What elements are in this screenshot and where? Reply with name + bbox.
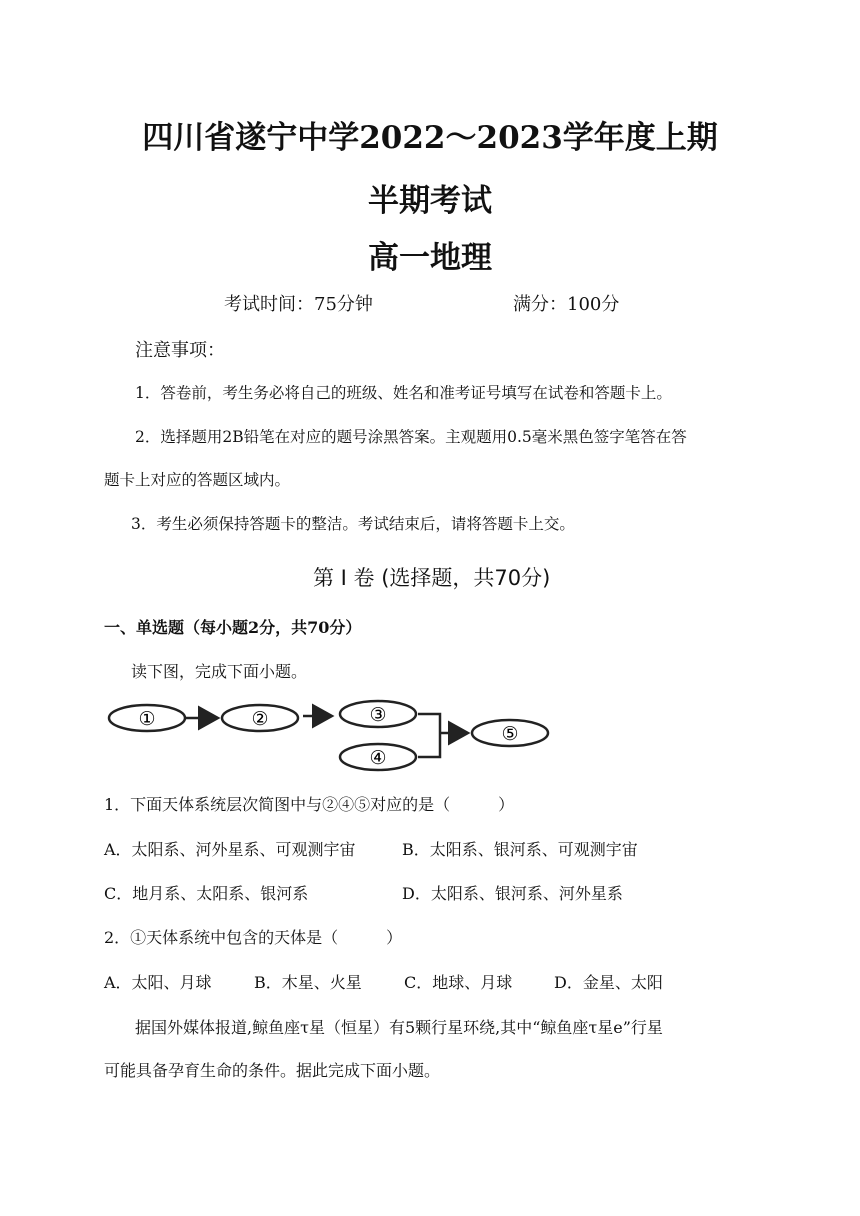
diagram-intro: 读下图，完成下面小题。	[131, 662, 308, 681]
diagram-node-2	[222, 705, 298, 731]
question-2-option-c: C．地球、月球	[404, 973, 513, 992]
notice-item-2-cont: 题卡上对应的答题区域内。	[104, 471, 291, 489]
celestial-system-diagram	[100, 695, 560, 777]
diagram-node-1-label: ①	[138, 708, 156, 730]
notice-item-2: 2．选择题用2B铅笔在对应的题号涂黑答案。主观题用0.5毫米黑色签字笔答在答	[135, 428, 687, 446]
notice-item-1: 1．答卷前，考生务必将自己的班级、姓名和准考证号填写在试卷和答题卡上。	[135, 384, 672, 402]
part-heading: 一、单选题（每小题2分，共70分）	[104, 618, 362, 637]
question-2-stem: 2．①天体系统中包含的天体是（ ）	[104, 928, 403, 947]
diagram-bracket	[418, 714, 440, 757]
diagram-node-5-label: ⑤	[501, 723, 519, 745]
question-1-option-a: A．太阳系、河外星系、可观测宇宙	[104, 840, 356, 859]
question-2-option-b: B．木星、火星	[254, 973, 362, 992]
diagram-node-1	[109, 705, 185, 731]
question-2-option-d: D．金星、太阳	[554, 973, 663, 992]
diagram-node-3-label: ③	[369, 704, 387, 726]
question-1-option-c: C．地月系、太阳系、银河系	[104, 884, 309, 903]
diagram-node-5	[472, 720, 548, 746]
notice-item-3: 3．考生必须保持答题卡的整洁。考试结束后，请将答题卡上交。	[131, 515, 575, 533]
exam-subtitle: 半期考试	[368, 183, 492, 219]
notice-heading: 注意事项：	[135, 340, 225, 361]
subject-title: 高一地理	[368, 240, 492, 276]
diagram-node-3	[340, 701, 416, 727]
diagram-node-4	[340, 744, 416, 770]
diagram-node-4-label: ④	[369, 747, 387, 769]
question-1-option-d: D．太阳系、银河系、河外星系	[402, 884, 623, 903]
full-score: 满分：100分	[513, 294, 620, 315]
section-title: 第 I 卷 (选择题，共70分)	[313, 566, 551, 590]
passage-line-2: 可能具备孕育生命的条件。据此完成下面小题。	[104, 1061, 441, 1080]
question-2-option-a: A．太阳、月球	[104, 973, 212, 992]
passage-line-1: 据国外媒体报道,鲸鱼座τ星（恒星）有5颗行星环绕,其中“鲸鱼座τ星e”行星	[135, 1018, 663, 1037]
question-1-option-b: B．太阳系、银河系、可观测宇宙	[402, 840, 638, 859]
exam-time: 考试时间：75分钟	[224, 294, 373, 315]
exam-title: 四川省遂宁中学2022～2023学年度上期	[142, 120, 718, 156]
diagram-node-2-label: ②	[251, 708, 269, 730]
question-1-stem: 1．下面天体系统层次简图中与②④⑤对应的是（ ）	[104, 795, 515, 814]
